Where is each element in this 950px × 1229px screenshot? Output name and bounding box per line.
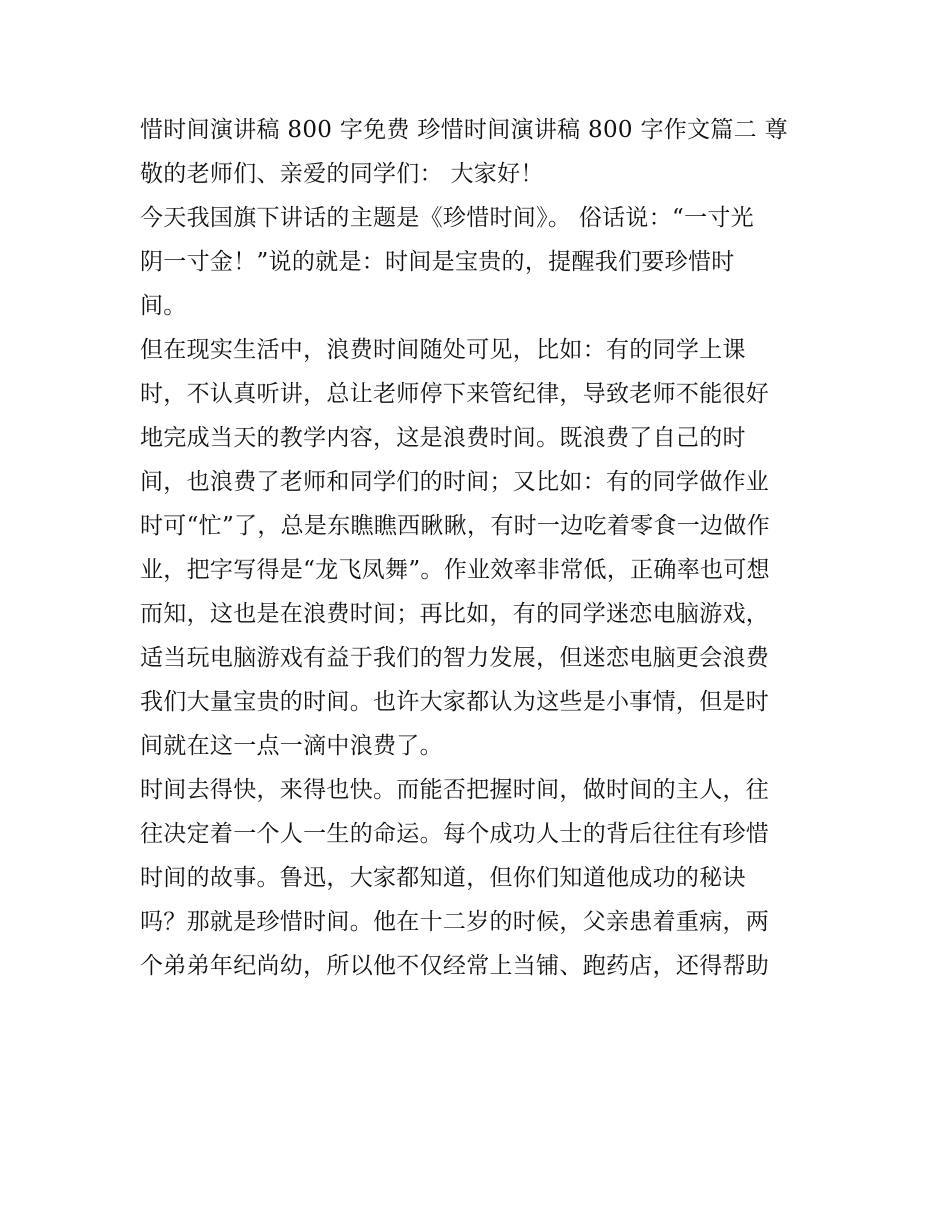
text-line: 但在现实生活中，浪费时间随处可见，比如：有的同学上课	[140, 337, 746, 363]
text-line: 时间去得快，来得也快。而能否把握时间，做时间的主人，往	[140, 777, 770, 803]
document-body	[140, 108, 820, 988]
text-line: 今天我国旗下讲话的主题是《珍惜时间》。 俗话说：“一寸光	[140, 205, 754, 231]
text-line: 阴一寸金！”说的就是：时间是宝贵的，提醒我们要珍惜时	[140, 249, 735, 275]
text-line: 适当玩电脑游戏有益于我们的智力发展，但迷恋电脑更会浪费	[140, 645, 770, 671]
text-line: 我们大量宝贵的时间。也许大家都认为这些是小事情，但是时	[140, 689, 770, 715]
text-line: 个弟弟年纪尚幼，所以他不仅经常上当铺、跑药店，还得帮助	[140, 953, 770, 979]
text-line: 地完成当天的教学内容，这是浪费时间。既浪费了自己的时	[140, 425, 746, 451]
text-line: 时可“忙”了，总是东瞧瞧西瞅瞅，有时一边吃着零食一边做作	[140, 513, 770, 539]
text-line: 惜时间演讲稿 800 字免费 珍惜时间演讲稿 800 字作文篇二 尊	[140, 117, 788, 143]
text-line: 间。	[140, 293, 187, 319]
text-line: 而知，这也是在浪费时间；再比如，有的同学迷恋电脑游戏，	[140, 601, 770, 627]
text-line: 间，也浪费了老师和同学们的时间；又比如：有的同学做作业	[140, 469, 770, 495]
text-line: 业，把字写得是“龙飞凤舞”。作业效率非常低，正确率也可想	[140, 557, 770, 583]
text-line: 吗？那就是珍惜时间。他在十二岁的时候，父亲患着重病，两	[140, 909, 770, 935]
text-line: 时，不认真听讲，总让老师停下来管纪律，导致老师不能很好	[140, 381, 770, 407]
text-line: 敬的老师们、亲爱的同学们： 大家好！	[140, 161, 544, 187]
text-line: 时间的故事。鲁迅，大家都知道，但你们知道他成功的秘诀	[140, 865, 746, 891]
text-line: 间就在这一点一滴中浪费了。	[140, 733, 443, 759]
text-line: 往决定着一个人一生的命运。每个成功人士的背后往往有珍惜	[140, 821, 770, 847]
